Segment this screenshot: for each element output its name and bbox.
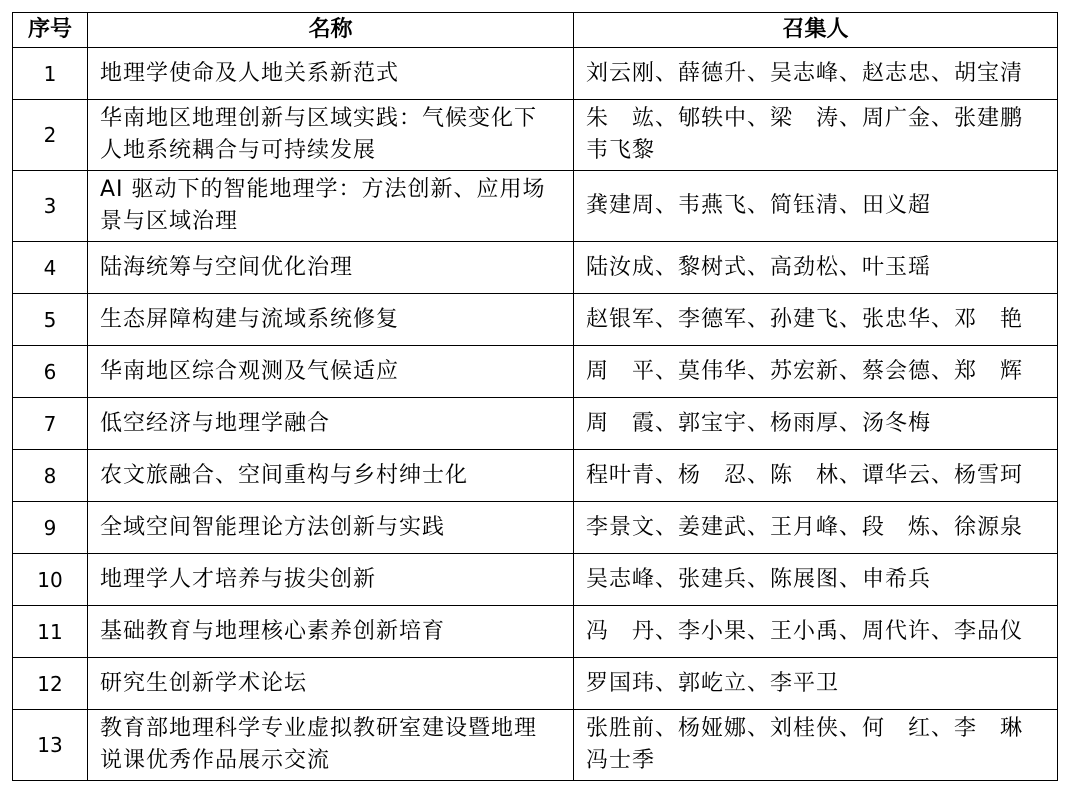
- session-name: 低空经济与地理学融合: [88, 398, 574, 450]
- table-row: [13, 346, 1058, 398]
- table-row: [13, 658, 1058, 710]
- header-index: 序号: [13, 13, 88, 48]
- row-index: 3: [13, 171, 88, 242]
- session-conveners: 刘云刚、薛德升、吴志峰、赵志忠、胡宝清: [574, 48, 1058, 100]
- row-index: 11: [13, 606, 88, 658]
- session-conveners: 冯 丹、李小果、王小禹、周代许、李品仪: [574, 606, 1058, 658]
- session-conveners: 周 平、莫伟华、苏宏新、蔡会德、郑 辉: [574, 346, 1058, 398]
- row-index: 8: [13, 450, 88, 502]
- session-conveners: 朱 竑、郇轶中、梁 涛、周广金、张建鹏 韦飞黎: [574, 100, 1058, 171]
- row-index: 9: [13, 502, 88, 554]
- session-conveners: 李景文、姜建武、王月峰、段 炼、徐源泉: [574, 502, 1058, 554]
- row-index: 1: [13, 48, 88, 100]
- row-index: 10: [13, 554, 88, 606]
- table-row: [13, 48, 1058, 100]
- session-conveners: 吴志峰、张建兵、陈展图、申希兵: [574, 554, 1058, 606]
- row-index: 2: [13, 100, 88, 171]
- session-name: 农文旅融合、空间重构与乡村绅士化: [88, 450, 574, 502]
- session-name: 地理学人才培养与拔尖创新: [88, 554, 574, 606]
- session-conveners: 赵银军、李德军、孙建飞、张忠华、邓 艳: [574, 294, 1058, 346]
- session-table: [12, 12, 1058, 781]
- table-row: [13, 242, 1058, 294]
- table-row: [13, 710, 1058, 781]
- row-index: 13: [13, 710, 88, 781]
- table-row: [13, 398, 1058, 450]
- session-conveners: 张胜前、杨娅娜、刘桂侠、何 红、李 琳 冯士季: [574, 710, 1058, 781]
- row-index: 12: [13, 658, 88, 710]
- session-conveners: 陆汝成、黎树式、高劲松、叶玉瑶: [574, 242, 1058, 294]
- table-row: [13, 450, 1058, 502]
- session-name: 地理学使命及人地关系新范式: [88, 48, 574, 100]
- session-name: AI 驱动下的智能地理学：方法创新、应用场 景与区域治理: [88, 171, 574, 242]
- session-name: 陆海统筹与空间优化治理: [88, 242, 574, 294]
- session-name: 基础教育与地理核心素养创新培育: [88, 606, 574, 658]
- table-row: [13, 100, 1058, 171]
- session-name: 华南地区综合观测及气候适应: [88, 346, 574, 398]
- header-conveners: 召集人: [574, 13, 1058, 48]
- header-row: [13, 13, 1058, 48]
- row-index: 5: [13, 294, 88, 346]
- table-row: [13, 294, 1058, 346]
- session-name: 生态屏障构建与流域系统修复: [88, 294, 574, 346]
- header-name: 名称: [88, 13, 574, 48]
- session-conveners: 罗国玮、郭屹立、李平卫: [574, 658, 1058, 710]
- table-row: [13, 171, 1058, 242]
- session-name: 全域空间智能理论方法创新与实践: [88, 502, 574, 554]
- session-conveners: 周 霞、郭宝宇、杨雨厚、汤冬梅: [574, 398, 1058, 450]
- row-index: 4: [13, 242, 88, 294]
- session-conveners: 龚建周、韦燕飞、简钰清、田义超: [574, 171, 1058, 242]
- session-name: 教育部地理科学专业虚拟教研室建设暨地理 说课优秀作品展示交流: [88, 710, 574, 781]
- row-index: 6: [13, 346, 88, 398]
- table-row: [13, 554, 1058, 606]
- session-name: 研究生创新学术论坛: [88, 658, 574, 710]
- session-conveners: 程叶青、杨 忍、陈 林、谭华云、杨雪珂: [574, 450, 1058, 502]
- table-row: [13, 606, 1058, 658]
- table-row: [13, 502, 1058, 554]
- row-index: 7: [13, 398, 88, 450]
- session-name: 华南地区地理创新与区域实践：气候变化下 人地系统耦合与可持续发展: [88, 100, 574, 171]
